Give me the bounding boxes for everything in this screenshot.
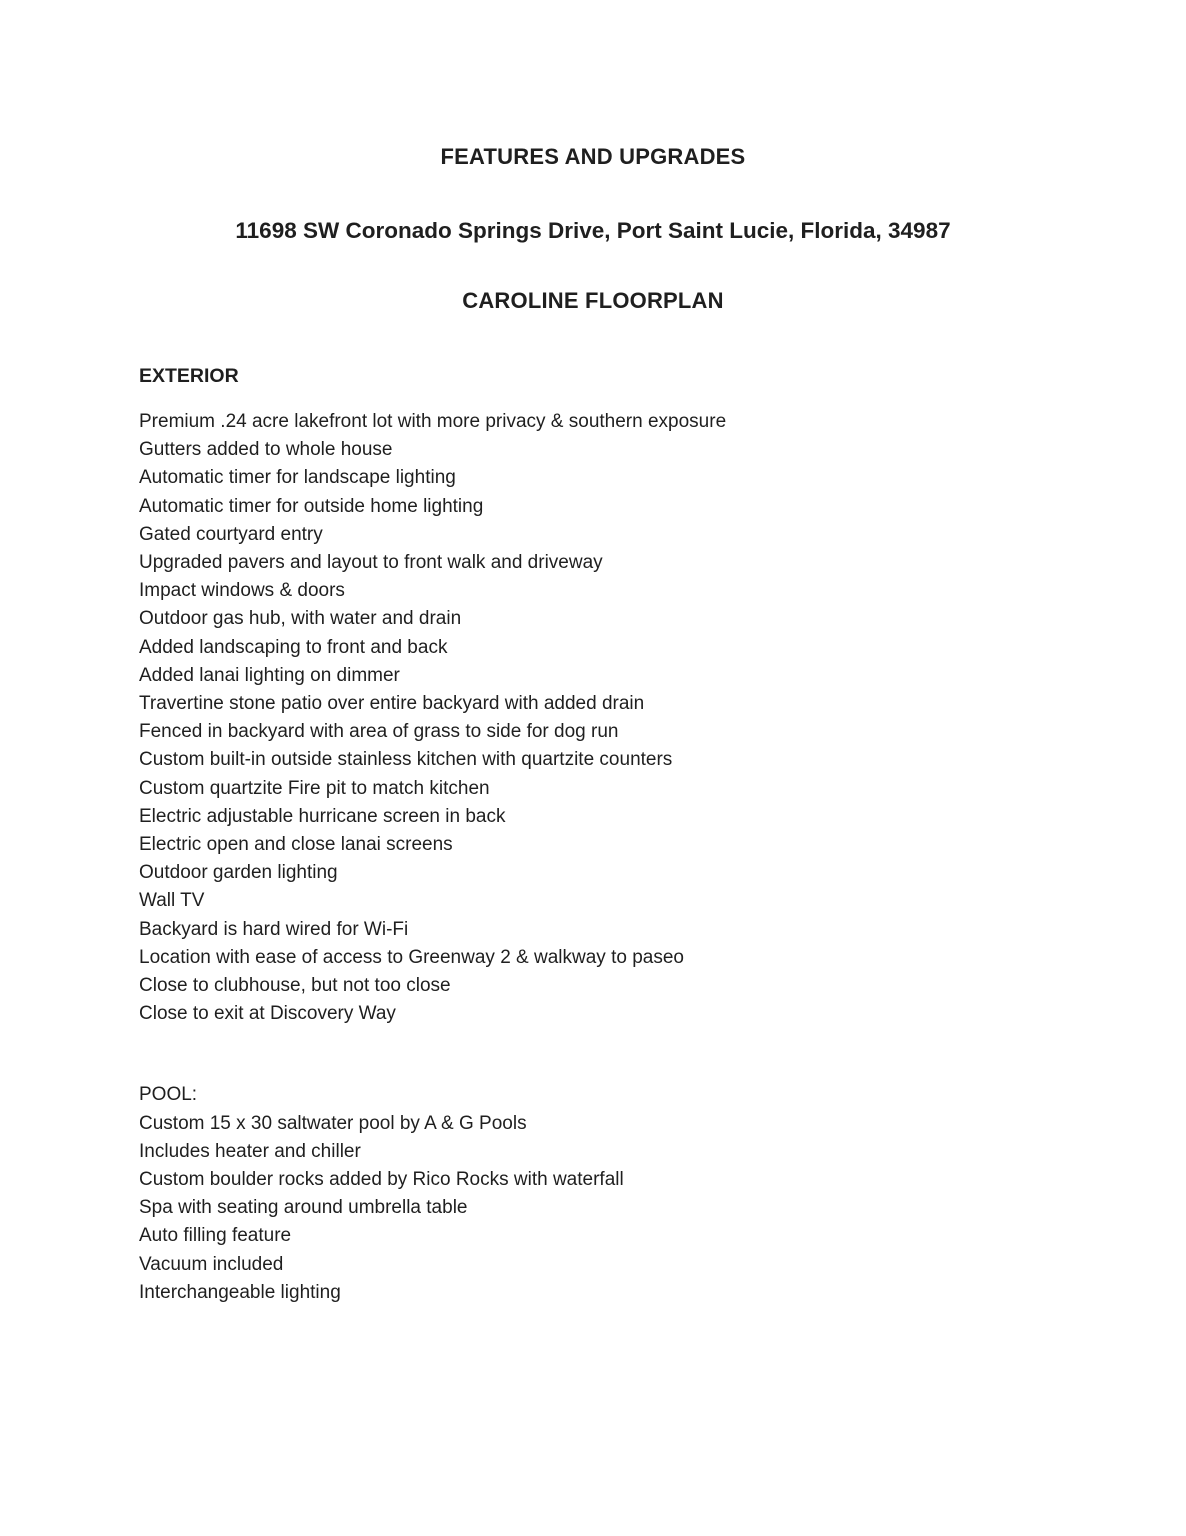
- section-pool: [0, 1081, 1186, 1307]
- pool-feature-item: Custom boulder rocks added by Rico Rocks with waterfall: [139, 1169, 624, 1191]
- exterior-feature-item: Location with ease of access to Greenway 2 & walkway to paseo: [139, 946, 684, 968]
- exterior-feature-item: Custom quartzite Fire pit to match kitchen: [139, 777, 490, 799]
- pool-feature-item: Includes heater and chiller: [139, 1140, 361, 1162]
- exterior-feature-item: Custom built-in outside stainless kitchen with quartzite counters: [139, 749, 673, 771]
- property-address: 11698 SW Coronado Springs Drive, Port Saint Lucie, Florida, 34987: [235, 218, 951, 243]
- exterior-feature-item: Wall TV: [139, 890, 205, 912]
- exterior-feature-item: Backyard is hard wired for Wi-Fi: [139, 918, 409, 940]
- pool-feature-list: [139, 1110, 1186, 1307]
- exterior-feature-item: Upgraded pavers and layout to front walk and driveway: [139, 552, 603, 574]
- exterior-feature-item: Automatic timer for landscape lighting: [139, 467, 456, 489]
- exterior-feature-item: Gated courtyard entry: [139, 523, 323, 545]
- section-exterior: [0, 364, 1186, 1028]
- exterior-feature-item: Electric open and close lanai screens: [139, 834, 453, 856]
- pool-feature-item: Spa with seating around umbrella table: [139, 1197, 468, 1219]
- exterior-feature-item: Close to clubhouse, but not too close: [139, 975, 451, 997]
- exterior-feature-item: Outdoor gas hub, with water and drain: [139, 608, 462, 630]
- pool-feature-item: Auto filling feature: [139, 1225, 292, 1247]
- floorplan-title: CAROLINE FLOORPLAN: [462, 288, 724, 313]
- exterior-feature-item: Premium .24 acre lakefront lot with more privacy & southern exposure: [139, 411, 727, 432]
- exterior-feature-item: Gutters added to whole house: [139, 439, 393, 461]
- pool-feature-item: Interchangeable lighting: [139, 1281, 341, 1303]
- exterior-feature-list: [139, 408, 1186, 1028]
- exterior-feature-item: Outdoor garden lighting: [139, 862, 338, 884]
- exterior-feature-item: Impact windows & doors: [139, 580, 345, 602]
- section-pool-heading: POOL:: [139, 1084, 198, 1106]
- exterior-feature-item: Travertine stone patio over entire backyard with added drain: [139, 693, 645, 715]
- document-title: FEATURES AND UPGRADES: [440, 144, 746, 169]
- exterior-feature-item: Close to exit at Discovery Way: [139, 1003, 396, 1025]
- exterior-feature-item: Added landscaping to front and back: [139, 636, 448, 658]
- pool-feature-item: Vacuum included: [139, 1253, 284, 1275]
- exterior-feature-item: Automatic timer for outside home lighting: [139, 495, 484, 517]
- exterior-feature-item: Fenced in backyard with area of grass to side for dog run: [139, 721, 619, 743]
- section-exterior-heading: EXTERIOR: [139, 365, 239, 387]
- exterior-feature-item: Electric adjustable hurricane screen in back: [139, 805, 506, 827]
- exterior-feature-item: Added lanai lighting on dimmer: [139, 664, 400, 686]
- pool-feature-item: Custom 15 x 30 saltwater pool by A & G Pools: [139, 1112, 527, 1134]
